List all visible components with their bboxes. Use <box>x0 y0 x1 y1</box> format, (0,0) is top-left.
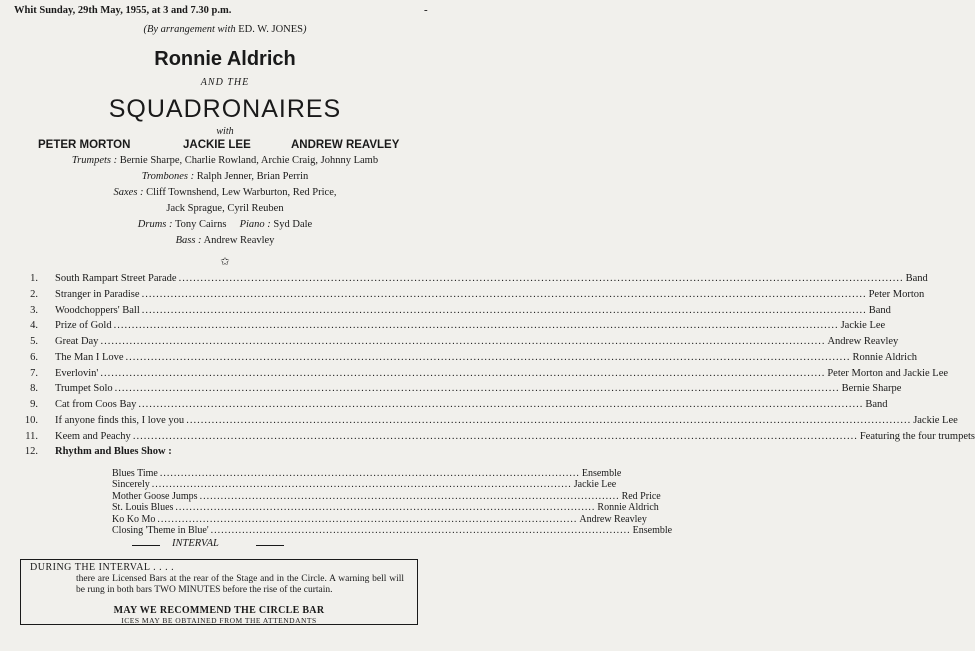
dot-leader: ........................................................................................................................................................................................................ <box>138 399 864 410</box>
corner-mark: - <box>424 4 428 16</box>
rnb-item-artist: Andrew Reavley <box>579 513 647 525</box>
rnb-item-title: Mother Goose Jumps <box>112 490 198 502</box>
trombones-names: Ralph Jenner, Brian Perrin <box>196 171 309 182</box>
dot-leader: ........................................................................................................................................................................................................ <box>178 273 904 284</box>
rnb-item-title: St. Louis Blues <box>112 502 174 514</box>
dot-leader: ........................................................................................................................................................................................................ <box>114 383 840 395</box>
ices-notice: ICES MAY BE OBTAINED FROM THE ATTENDANTS <box>121 616 317 625</box>
programme-item-number: 1. <box>30 273 38 284</box>
singer-peter-morton: PETER MORTON <box>38 139 131 151</box>
trumpets-label: Trumpets : <box>71 155 118 166</box>
programme-item <box>20 351 917 367</box>
interval-dash-left <box>132 545 160 546</box>
rnb-item-title: Blues Time <box>112 468 158 479</box>
drums-name: Tony Cairns <box>174 219 227 230</box>
rhythm-section-line <box>0 219 450 230</box>
with-label: with <box>216 126 234 137</box>
programme-item <box>20 446 438 461</box>
programme-item-title: Cat from Coos Bay <box>55 399 137 410</box>
bass-label: Bass : <box>175 235 202 246</box>
programme-item-artist: Jackie Lee <box>913 414 958 426</box>
programme-item-artist: Band <box>865 399 888 410</box>
interval-divider <box>0 538 450 552</box>
programme-item-title: Woodchoppers' Ball <box>55 304 140 316</box>
notice-body: there are Licensed Bars at the rear of the Stage and in the Circle. A warning bell will be rung in both bars TWO MINUTES before the rise of the curtain. <box>76 574 404 595</box>
dot-leader: ........................................................................................................................ <box>157 513 578 525</box>
rhythm-and-blues-item <box>112 490 661 503</box>
piano-name: Syd Dale <box>273 219 313 230</box>
programme-item-number: 4. <box>30 320 38 332</box>
programme-item-artist: Band <box>868 304 891 316</box>
programme-item-entry <box>55 336 899 347</box>
programme-item-artist: Jackie Lee <box>840 320 886 332</box>
rnb-item-title: Ko Ko Mo <box>112 513 156 525</box>
programme-item <box>20 399 888 414</box>
programme-item-entry <box>55 320 886 332</box>
headliner: Ronnie Aldrich <box>154 48 296 70</box>
singer-jackie-lee: JACKIE LEE <box>183 139 251 151</box>
bass-line <box>0 235 450 246</box>
saxes-line <box>0 187 450 198</box>
rnb-item-title: Sincerely <box>112 479 150 491</box>
band-name: SQUADRONAIRES <box>108 95 342 123</box>
programme-item-entry <box>55 273 928 284</box>
arrangement-suffix: ) <box>303 24 307 35</box>
dot-leader: ........................................................................................................................ <box>175 502 596 514</box>
dot-leader: ........................................................................................................................................................................................................ <box>100 367 826 379</box>
rhythm-and-blues-item <box>112 513 647 526</box>
programme-item-title: South Rampart Street Parade <box>55 273 177 284</box>
and-the: AND THE <box>200 77 250 88</box>
dot-leader: ........................................................................................................................ <box>159 468 580 479</box>
trumpets-line <box>0 155 450 166</box>
interval-dash-right <box>256 545 284 546</box>
interval-notice <box>20 559 418 625</box>
rnb-item-artist: Red Price <box>621 490 661 502</box>
rnb-item-artist: Ronnie Aldrich <box>597 502 659 514</box>
programme-item <box>20 414 958 430</box>
programme-item-title: The Man I Love <box>55 351 124 363</box>
programme-item-number: 11. <box>25 430 38 442</box>
dot-leader: ........................................................................................................................................................................................................ <box>125 351 851 363</box>
programme-item-entry <box>55 383 902 395</box>
programme-item-entry <box>55 399 888 410</box>
programme-item-number: 6. <box>30 351 38 363</box>
dot-leader: ........................................................................................................................................................................................................ <box>186 414 912 426</box>
programme-item-artist: Ronnie Aldrich <box>852 351 917 363</box>
programme-item-number: 12. <box>24 446 38 458</box>
interval-label: INTERVAL <box>172 538 219 549</box>
programme-item-title: Great Day <box>55 336 99 347</box>
trombones-label: Trombones : <box>141 171 195 182</box>
programme-item-entry <box>55 351 917 363</box>
programme-item-number: 2. <box>30 288 38 300</box>
programme-item <box>20 383 902 398</box>
programme-item-title: Prize of Gold <box>55 320 112 332</box>
programme-item-entry <box>55 430 975 442</box>
trumpets-names: Bernie Sharpe, Charlie Rowland, Archie Craig, Johnny Lamb <box>119 155 379 166</box>
programme-item <box>20 367 949 383</box>
dot-leader: ........................................................................................................................................................................................................ <box>100 336 826 347</box>
programme-item <box>20 336 899 351</box>
programme-item-entry <box>55 288 925 300</box>
dot-leader: ........................................................................................................................ <box>151 479 572 491</box>
bass-name: Andrew Reavley <box>203 235 275 246</box>
programme-item-title: Trumpet Solo <box>55 383 113 395</box>
programme-item <box>20 273 928 288</box>
rnb-item-artist: Ensemble <box>632 525 673 536</box>
programme-item-title: Stranger in Paradise <box>55 288 140 300</box>
programme-item-title: Keem and Peachy <box>55 430 131 442</box>
programme-item-entry <box>55 446 438 457</box>
programme-item-title: Rhythm and Blues Show : <box>55 446 172 458</box>
performance-date: Whit Sunday, 29th May, 1955, at 3 and 7.30 p.m. <box>14 5 232 16</box>
star-divider-icon: ✩ <box>220 256 230 268</box>
programme-item <box>20 430 975 446</box>
trombones-line <box>0 171 450 182</box>
programme-item-artist: Bernie Sharpe <box>841 383 902 395</box>
dot-leader: ........................................................................................................................................................................................................ <box>113 320 839 332</box>
programme-item-title: Everlovin' <box>55 367 99 379</box>
programme-item-artist: Band <box>905 273 928 284</box>
notice-title: DURING THE INTERVAL . . . . <box>30 562 175 573</box>
dot-leader: ........................................................................................................................ <box>210 525 631 536</box>
programme-item-number: 8. <box>30 383 38 395</box>
programme-item-entry <box>55 304 891 316</box>
circle-bar-recommendation: MAY WE RECOMMEND THE CIRCLE BAR <box>113 605 325 616</box>
dot-leader: ........................................................................................................................................................................................................ <box>141 288 867 300</box>
programme-item-artist: Peter Morton <box>868 288 925 300</box>
rnb-item-artist: Ensemble <box>581 468 622 479</box>
rnb-item-title: Closing 'Theme in Blue' <box>112 525 209 536</box>
programme-item-entry <box>55 367 949 379</box>
programme-item-artist: Featuring the four trumpets <box>859 430 975 442</box>
rhythm-and-blues-item <box>112 502 659 514</box>
programme-item <box>20 288 925 304</box>
programme-item-artist: Andrew Reavley <box>827 336 899 347</box>
saxes-continued: Jack Sprague, Cyril Reuben <box>166 203 284 214</box>
rhythm-and-blues-item <box>112 479 617 491</box>
dot-leader: ........................................................................................................................ <box>199 490 620 502</box>
programme-item <box>20 304 891 320</box>
programme-item-entry <box>55 414 958 426</box>
singer-andrew-reavley: ANDREW REAVLEY <box>291 139 400 151</box>
drums-label: Drums : <box>137 219 173 230</box>
arrangement-credit <box>0 24 450 35</box>
saxes-label: Saxes : <box>113 187 144 198</box>
programme-item <box>20 320 886 335</box>
dot-leader: ........................................................................................................................................................................................................ <box>132 430 858 442</box>
arrangement-prefix: (By arrangement with <box>143 24 239 35</box>
rnb-item-artist: Jackie Lee <box>573 479 617 491</box>
featured-singers <box>0 139 450 153</box>
dot-leader: ........................................................................................................................................................................................................ <box>141 304 867 316</box>
programme-item-artist: Peter Morton and Jackie Lee <box>827 367 949 379</box>
piano-label: Piano : <box>239 219 271 230</box>
arrangement-agent: ED. W. JONES <box>238 24 304 35</box>
rhythm-and-blues-item <box>112 468 622 480</box>
rhythm-and-blues-item <box>112 525 673 537</box>
programme-item-number: 3. <box>30 304 38 316</box>
programme-item-number: 7. <box>30 367 38 379</box>
programme-item-title: If anyone finds this, I love you <box>55 414 185 426</box>
programme-item-number: 5. <box>30 336 38 347</box>
programme-item-number: 10. <box>24 414 38 426</box>
saxes-names: Cliff Townshend, Lew Warburton, Red Price, <box>146 187 337 198</box>
programme-item-number: 9. <box>30 399 38 410</box>
